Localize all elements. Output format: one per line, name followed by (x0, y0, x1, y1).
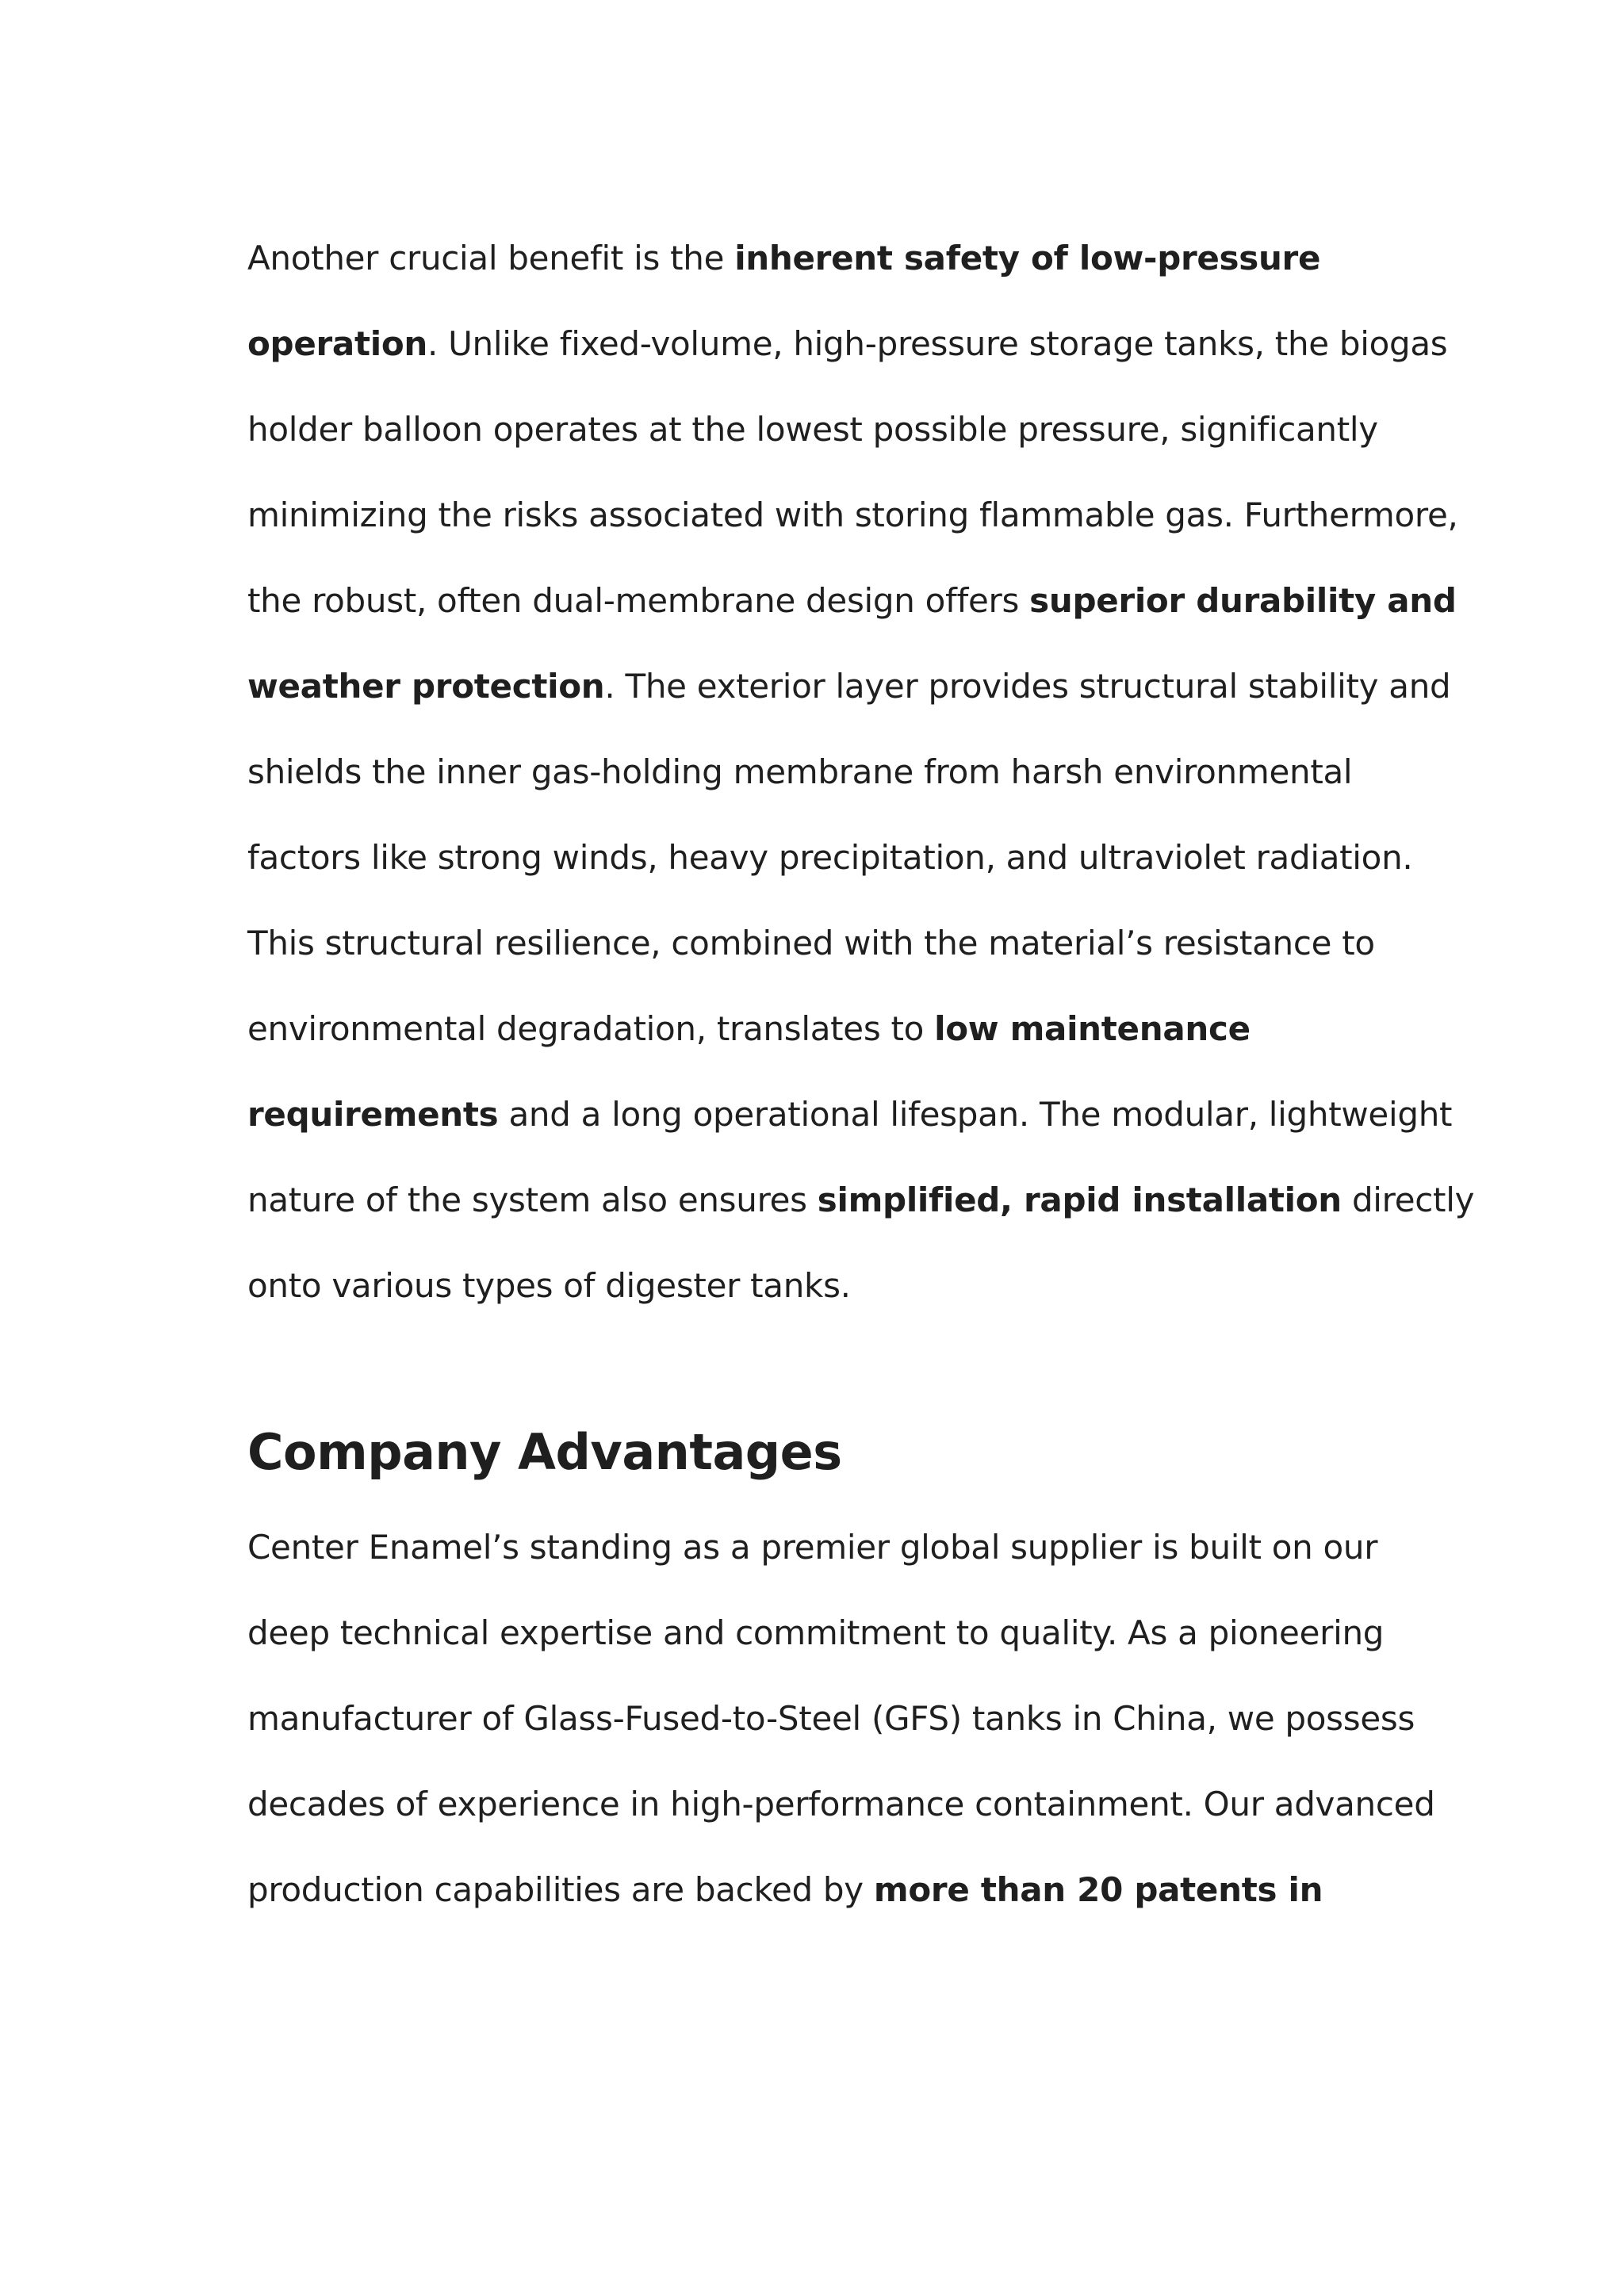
text-line: Another crucial benefit is the inherent safety of low-pressure (247, 239, 1321, 277)
text-line: Center Enamel’s standing as a premier global supplier is built on our (247, 1528, 1378, 1567)
text-line: weather protection. The exterior layer provides structural stability and (247, 667, 1451, 706)
text-line: decades of experience in high-performance containment. Our advanced (247, 1785, 1435, 1823)
text-line: deep technical expertise and commitment to quality. As a pioneering (247, 1613, 1385, 1652)
text-line: requirements and a long operational lifespan. The modular, lightweight (247, 1095, 1453, 1134)
text-line: This structural resilience, combined with the material’s resistance to (247, 924, 1375, 962)
text-line: production capabilities are backed by more than 20 patents in (247, 1870, 1323, 1909)
text-line: minimizing the risks associated with storing flammable gas. Furthermore, (247, 496, 1458, 534)
text-line: operation. Unlike fixed-volume, high-pressure storage tanks, the biogas (247, 324, 1448, 363)
text-line: the robust, often dual-membrane design offers superior durability and (247, 581, 1457, 620)
document-page (247, 230, 1475, 1947)
text-line: holder balloon operates at the lowest possible pressure, significantly (247, 410, 1378, 449)
paragraph-company-advantages (247, 1519, 1435, 1947)
text-line: onto various types of digester tanks. (247, 1266, 851, 1305)
text-line: factors like strong winds, heavy precipitation, and ultraviolet radiation. (247, 838, 1413, 877)
text-line: nature of the system also ensures simplified, rapid installation directly (247, 1181, 1475, 1219)
text-line: environmental degradation, translates to low maintenance (247, 1009, 1251, 1048)
paragraph-safety-durability (247, 230, 1475, 1343)
text-line: manufacturer of Glass-Fused-to-Steel (GFS) tanks in China, we possess (247, 1699, 1415, 1738)
text-line: shields the inner gas-holding membrane from harsh environmental (247, 752, 1353, 791)
section-heading: Company Advantages (247, 1423, 842, 1481)
